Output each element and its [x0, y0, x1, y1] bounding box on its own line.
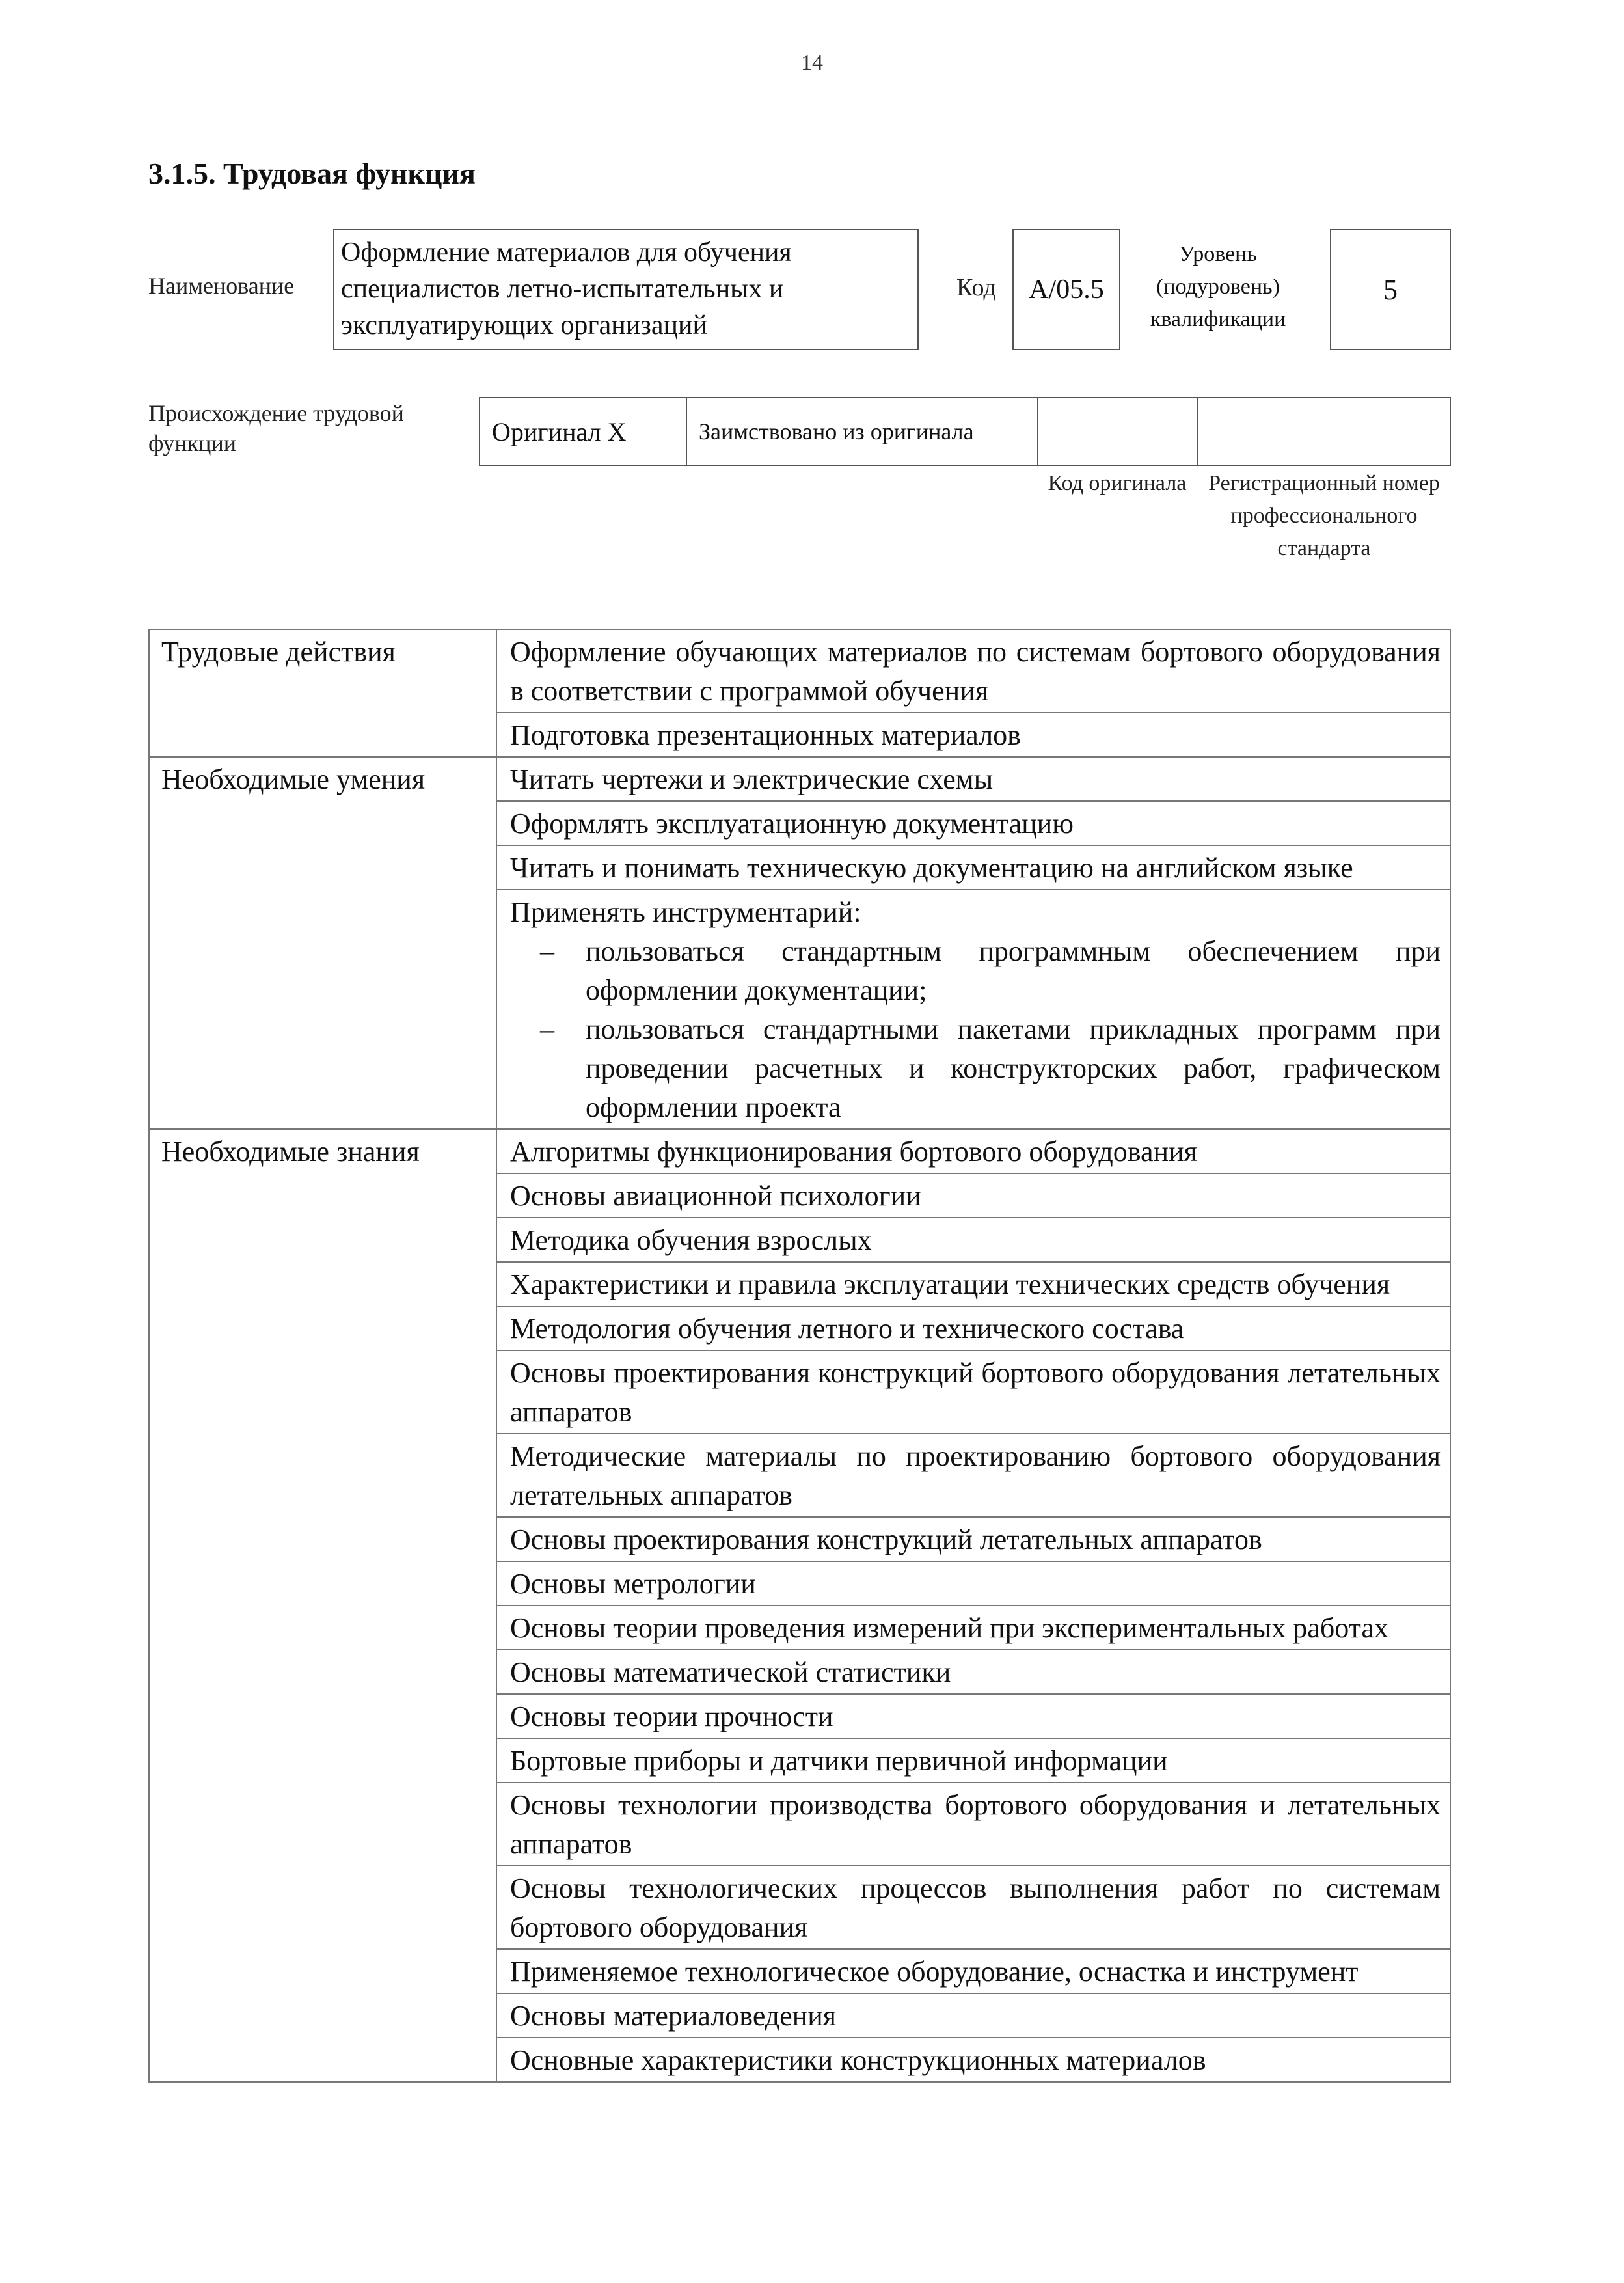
section-title: Трудовые действия	[149, 629, 496, 757]
requirement-text: Основы технологических процессов выполнения работ по системам бортового оборудования	[510, 1872, 1441, 1943]
requirement-text: Методика обучения взрослых	[510, 1224, 872, 1256]
requirement-text: Читать и понимать техническую документацию на английском языке	[510, 852, 1353, 884]
requirement-cell	[496, 1694, 1450, 1738]
requirement-text: Оформление обучающих материалов по системам бортового оборудования в соответствии с программой обучения	[510, 636, 1441, 707]
requirement-cell	[496, 1650, 1450, 1694]
requirement-text: Применять инструментарий:	[510, 896, 861, 928]
origin-borrowed-cell: Заимствовано из оригинала	[687, 398, 1038, 465]
requirement-text: Основы теории прочности	[510, 1701, 833, 1732]
level-value-box: 5	[1330, 229, 1451, 350]
requirement-cell	[496, 757, 1450, 801]
requirement-cell	[496, 1173, 1450, 1218]
requirement-text: Основы теории проведения измерений при экспериментальных работах	[510, 1612, 1388, 1644]
requirement-cell	[496, 1561, 1450, 1606]
requirements-table	[148, 629, 1451, 2083]
requirement-text: Характеристики и правила эксплуатации технических средств обучения	[510, 1268, 1390, 1300]
requirement-cell	[496, 1517, 1450, 1561]
origin-row	[479, 397, 1451, 466]
requirement-cell	[496, 1306, 1450, 1350]
origin-reg-caption: Регистрационный номер профессионального стандарта	[1208, 471, 1440, 560]
function-name-box: Оформление материалов для обучения специалистов летно-испытательных и эксплуатирующих организаций	[333, 229, 919, 350]
requirement-cell	[496, 801, 1450, 845]
origin-code-caption: Код оригинала	[1048, 471, 1187, 495]
sub-list	[510, 932, 1441, 1127]
requirement-text: Основы авиационной психологии	[510, 1180, 921, 1212]
requirement-text: Основы метрологии	[510, 1568, 756, 1600]
code-label: Код	[956, 274, 996, 301]
requirement-cell	[496, 1606, 1450, 1650]
sub-list-item: – пользоваться стандартными пакетами прикладных программ при проведении расчетных и конструкторских работ, графическом оформлении проекта	[510, 1010, 1441, 1127]
origin-original-cell: Оригинал X	[480, 398, 687, 465]
table-row	[149, 1129, 1450, 1173]
section-title: Необходимые знания	[149, 1129, 496, 2082]
requirement-cell	[496, 1993, 1450, 2038]
requirement-cell	[496, 1262, 1450, 1306]
requirement-text: Основы математической статистики	[510, 1656, 951, 1688]
table-row	[149, 629, 1450, 713]
origin-reg-cell	[1198, 398, 1450, 465]
requirement-cell	[496, 1738, 1450, 1783]
requirement-text: Бортовые приборы и датчики первичной информации	[510, 1745, 1168, 1777]
requirement-cell	[496, 1866, 1450, 1949]
requirement-cell	[496, 1434, 1450, 1517]
requirement-cell	[496, 713, 1450, 757]
table-row	[149, 757, 1450, 801]
origin-code-cell	[1038, 398, 1198, 465]
requirement-text: Методология обучения летного и технического состава	[510, 1313, 1184, 1345]
requirement-cell	[496, 1218, 1450, 1262]
requirement-cell	[496, 1129, 1450, 1173]
sub-list-item: – пользоваться стандартным программным обеспечением при оформлении документации;	[510, 932, 1441, 1010]
requirement-cell	[496, 629, 1450, 713]
requirement-cell	[496, 1783, 1450, 1866]
requirement-text: Основы проектирования конструкций бортового оборудования летательных аппаратов	[510, 1357, 1441, 1428]
requirement-text: Читать чертежи и электрические схемы	[510, 763, 994, 795]
section-heading: 3.1.5. Трудовая функция	[148, 157, 476, 190]
requirement-text: Алгоритмы функционирования бортового оборудования	[510, 1136, 1197, 1168]
name-label: Наименование	[148, 273, 295, 299]
requirement-text: Методические материалы по проектированию бортового оборудования летательных аппаратов	[510, 1440, 1441, 1511]
requirement-text: Подготовка презентационных материалов	[510, 719, 1021, 751]
code-value-box: A/05.5	[1012, 229, 1120, 350]
page-number: 14	[801, 51, 823, 75]
requirement-text: Основы технологии производства бортового оборудования и летательных аппаратов	[510, 1789, 1441, 1860]
section-title: Необходимые умения	[149, 757, 496, 1129]
requirement-cell	[496, 845, 1450, 890]
requirement-text: Применяемое технологическое оборудование, оснастка и инструмент	[510, 1956, 1359, 1988]
requirement-text: Основы проектирования конструкций летательных аппаратов	[510, 1524, 1262, 1555]
origin-label: Происхождение трудовой функции	[148, 400, 404, 456]
requirement-text: Основы материаловедения	[510, 2000, 837, 2032]
requirement-text: Оформлять эксплуатационную документацию	[510, 808, 1074, 840]
level-label: Уровень (подуровень) квалификации	[1150, 242, 1286, 331]
requirement-cell	[496, 890, 1450, 1129]
requirement-cell	[496, 1949, 1450, 1993]
requirement-cell	[496, 1350, 1450, 1434]
requirement-text: Основные характеристики конструкционных материалов	[510, 2044, 1206, 2076]
requirement-cell	[496, 2038, 1450, 2082]
